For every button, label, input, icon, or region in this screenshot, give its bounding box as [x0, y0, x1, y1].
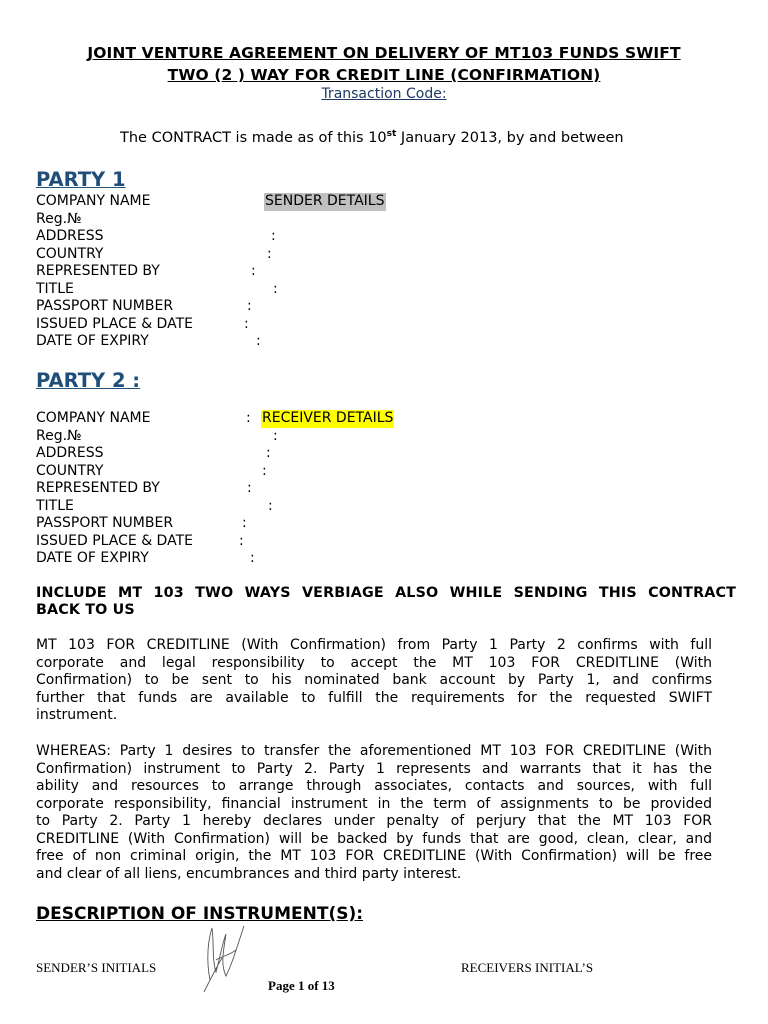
field-colon: : — [271, 228, 276, 244]
field-colon: : — [242, 515, 247, 531]
paragraph-line: Confirmation) instrument to Party 2. Party 1 represents and warrants that it has the — [36, 760, 712, 777]
paragraph-line: corporate and legal responsibility to accept the MT 103 FOR CREDITLINE (With — [36, 654, 712, 671]
paragraph-line: CREDITLINE (With Confirmation) will be backed by funds that are good, clean, clear, and — [36, 830, 712, 847]
paragraph-credit-line — [36, 637, 712, 725]
field-label: ISSUED PLACE & DATE — [36, 315, 193, 332]
field-value-highlight[interactable]: SENDER DETAILS — [265, 193, 385, 209]
field-label: DATE OF EXPIRY — [36, 550, 149, 566]
party2-field-row — [36, 463, 636, 481]
paragraph-whereas — [36, 743, 712, 883]
field-label: COMPANY NAME — [36, 193, 151, 209]
field-colon: : — [267, 245, 272, 262]
party1-field-row — [36, 246, 636, 264]
party1-field-row — [36, 193, 636, 211]
field-colon: : — [266, 445, 271, 461]
field-label: ISSUED PLACE & DATE — [36, 532, 193, 549]
party2-field-row — [36, 533, 636, 551]
page-number: Page 1 of 13 — [268, 978, 335, 993]
agreement-title-line2: TWO (2 ) WAY FOR CREDIT LINE (CONFIRMATION) — [167, 66, 601, 84]
party2-field-row — [36, 498, 636, 516]
field-label: TITLE — [36, 497, 74, 514]
paragraph-line: instrument. — [36, 707, 118, 723]
party2-field-row — [36, 428, 636, 446]
field-colon: : — [262, 462, 267, 479]
field-colon: : — [256, 333, 261, 349]
sender-initials-label: SENDER’S INITIALS — [36, 960, 157, 975]
field-colon: : — [268, 497, 273, 514]
description-heading: DESCRIPTION OF INSTRUMENT(S): — [36, 904, 364, 924]
field-label: PASSPORT NUMBER — [36, 298, 174, 314]
paragraph-line: MT 103 FOR CREDITLINE (With Confirmation) from Party 1 Party 2 confirms with full — [36, 637, 712, 653]
party1-field-row — [36, 211, 636, 229]
field-label: Reg.№ — [36, 427, 82, 444]
field-colon: : — [246, 410, 251, 426]
party1-field-row — [36, 228, 636, 246]
field-label: COMPANY NAME — [36, 410, 151, 426]
field-label: DATE OF EXPIRY — [36, 333, 149, 349]
field-label: TITLE — [36, 280, 74, 297]
agreement-title-line1: JOINT VENTURE AGREEMENT ON DELIVERY OF MT103 FUNDS SWIFT — [87, 44, 681, 62]
field-colon: : — [247, 298, 252, 314]
party1-field-row — [36, 263, 636, 281]
paragraph-line: corporate responsibility, financial instrument in the term of assignments to be provided — [36, 795, 712, 812]
party2-field-row — [36, 480, 636, 498]
field-label: PASSPORT NUMBER — [36, 515, 174, 531]
field-colon: : — [247, 480, 252, 496]
include-note-line2: BACK TO US — [36, 602, 135, 618]
field-label: Reg.№ — [36, 210, 82, 227]
paragraph-line: to Party 2. Party 1 hereby declares under penalty of perjury that the MT 103 FOR — [36, 813, 712, 829]
paragraph-line: and clear of all liens, encumbrances and third party interest. — [36, 865, 462, 882]
party2-field-row — [36, 515, 636, 533]
party1-field-row — [36, 333, 636, 351]
party1-field-row — [36, 281, 636, 299]
paragraph-line: further that funds are available to fulfill the requirements for the requested SWIFT — [36, 689, 712, 706]
field-label: REPRESENTED BY — [36, 263, 160, 279]
field-label: ADDRESS — [36, 445, 104, 461]
field-label: COUNTRY — [36, 245, 104, 262]
receiver-initials-label: RECEIVERS INITIAL’S — [461, 960, 594, 975]
field-colon: : — [273, 427, 278, 444]
party2-field-row — [36, 410, 636, 428]
include-note-line1: INCLUDE MT 103 TWO WAYS VERBIAGE ALSO WHILE SENDING THIS CONTRACT — [36, 585, 736, 601]
paragraph-line: WHEREAS: Party 1 desires to transfer the aforementioned MT 103 FOR CREDITLINE (With — [36, 743, 712, 759]
party1-heading: PARTY 1 — [36, 168, 126, 191]
field-label: COUNTRY — [36, 462, 104, 479]
field-label: REPRESENTED BY — [36, 480, 160, 496]
field-colon: : — [251, 263, 256, 279]
field-value-highlight[interactable]: RECEIVER DETAILS — [262, 410, 394, 426]
paragraph-line: Confirmation) to be sent to his nominated bank account by Party 1, and confirms — [36, 672, 712, 688]
paragraph-line: ability and resources to arrange through associates, contacts and sources, with full — [36, 778, 712, 794]
transaction-code: Transaction Code: — [321, 86, 447, 102]
party2-heading: PARTY 2 : — [36, 369, 141, 392]
party1-field-row — [36, 316, 636, 334]
field-colon: : — [273, 280, 278, 297]
field-colon: : — [244, 315, 249, 332]
field-colon: : — [239, 532, 244, 549]
contract-intro: The CONTRACT is made as of this 10st January 2013, by and between — [120, 129, 624, 146]
party1-field-row — [36, 298, 636, 316]
field-colon: : — [250, 550, 255, 566]
paragraph-line: free of non criminal origin, the MT 103 FOR CREDITLINE (With Confirmation) will be free — [36, 848, 712, 864]
party2-field-row — [36, 550, 636, 568]
field-label: ADDRESS — [36, 228, 104, 244]
party2-field-row — [36, 445, 636, 463]
signature-scribble — [196, 920, 256, 995]
